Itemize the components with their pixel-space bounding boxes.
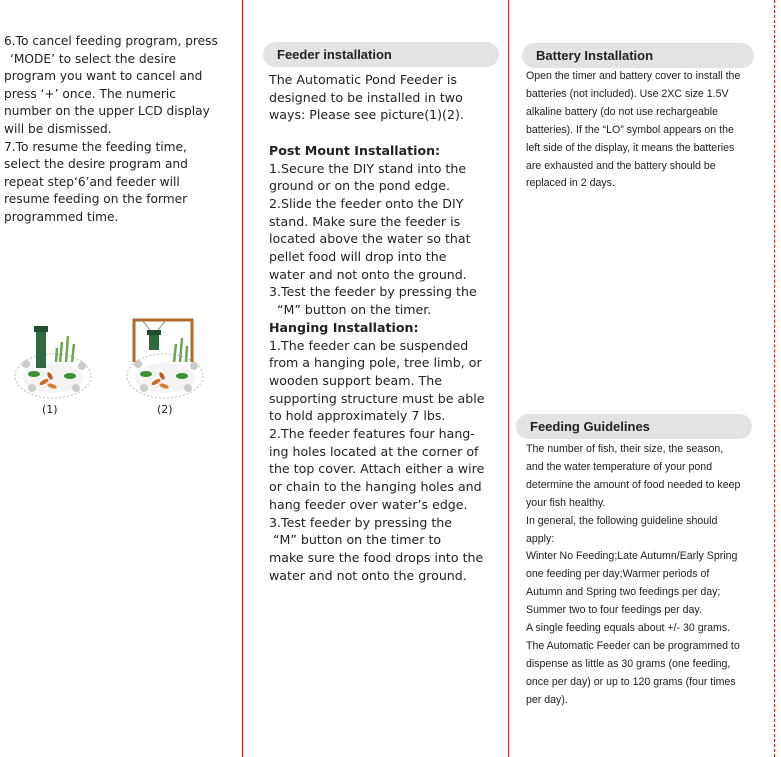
text-line: located above the water so that [269, 231, 471, 247]
text-line: left side of the display, it means the batteries [526, 141, 735, 154]
text-line: 3.Test the feeder by pressing the [269, 284, 477, 300]
text-line: 2.The feeder features four hang- [269, 426, 475, 442]
text-line: from a hanging pole, tree limb, or [269, 355, 482, 371]
text-line: program you want to cancel and [4, 69, 203, 84]
text-line: The Automatic Pond Feeder is [269, 72, 457, 87]
text-line: water and not onto the ground. [269, 567, 467, 583]
text-line: ground or on the pond edge. [269, 178, 450, 194]
text-line: resume feeding on the former [4, 192, 188, 207]
text-line: A single feeding equals about +/- 30 grams. [526, 622, 731, 635]
text-line: alkaline battery (do not use rechargeable [526, 105, 718, 118]
text-line: or chain to the hanging holes and [269, 479, 482, 495]
text-line: and the water temperature of your pond [526, 460, 713, 473]
battery-installation-header: Battery Installation [522, 43, 754, 68]
text-line: batteries). If the “LO” symbol appears on the [526, 123, 734, 136]
text-line: 3.Test feeder by pressing the [269, 514, 453, 530]
text-line: one feeding per day;Warmer periods of [526, 568, 710, 581]
hanging-heading: Hanging Installation: [269, 319, 419, 335]
text-line: ing holes located at the corner of [269, 443, 479, 459]
text-line: once per day) or up to 120 grams (four times [526, 675, 736, 688]
column-divider-middle [508, 0, 509, 757]
feeding-guidelines-text [526, 441, 766, 710]
text-line: “M” button on the timer. [277, 302, 432, 318]
text-line: 1.The feeder can be suspended [269, 337, 469, 353]
text-line: ways: Please see picture(1)(2). [269, 107, 464, 123]
text-line: replaced in 2 days. [526, 177, 615, 190]
text-line: 6.To cancel feeding program, press [4, 34, 218, 48]
text-line: determine the amount of food needed to keep [526, 478, 741, 491]
text-line: hang feeder over water’s edge. [269, 496, 468, 512]
text-line: programmed time. [4, 209, 119, 224]
text-line: the top cover. Attach either a wire [269, 461, 485, 477]
text-line: repeat step‘6’and feeder will [4, 174, 180, 189]
text-line: “M” button on the timer to [273, 532, 442, 548]
text-line: designed to be installed in two [269, 89, 463, 105]
column-3 [526, 0, 768, 757]
text-line: supporting structure must be able [269, 390, 485, 406]
feeder-installation-header: Feeder installation [263, 42, 499, 67]
text-line: dispense as little as 30 grams (one feeding, [526, 657, 731, 670]
feeder-installation-text [269, 71, 499, 584]
text-line: Open the timer and battery cover to install the [526, 70, 741, 82]
text-line: The Automatic Feeder can be programmed to [526, 639, 740, 652]
text-line: will be dismissed. [4, 121, 112, 136]
page-edge-divider [774, 0, 775, 757]
text-line: ‘MODE’ to select the desire [10, 51, 177, 66]
text-line: 1.Secure the DIY stand into the [269, 160, 467, 176]
post-mount-pond-icon [12, 322, 94, 402]
text-line: per day). [526, 693, 568, 706]
text-line: press ‘+’ once. The numeric [4, 86, 176, 101]
text-line: are exhausted and the battery should be [526, 159, 716, 172]
text-line: apply: [526, 532, 555, 545]
battery-installation-text [526, 68, 766, 193]
text-line: select the desire program and [4, 157, 188, 172]
text-line: number on the upper LCD display [4, 104, 210, 119]
feeding-guidelines-header: Feeding Guidelines [516, 414, 752, 439]
text-line: wooden support beam. The [269, 372, 442, 388]
text-line: pellet food will drop into the [269, 249, 447, 265]
text-line: In general, the following guideline should [526, 514, 718, 527]
text-line: batteries (not included). Use 2XC size 1.5V [526, 87, 729, 100]
figure-1-label: (1) [42, 403, 58, 416]
text-line: to hold approximately 7 lbs. [269, 408, 446, 424]
text-line: make sure the food drops into the [269, 549, 484, 565]
figure-2-label: (2) [157, 403, 173, 416]
text-line: Summer two to four feedings per day. [526, 604, 702, 617]
post-mount-heading: Post Mount Installation: [269, 142, 441, 158]
text-line: Autumn and Spring two feedings per day; [526, 586, 721, 599]
text-line: The number of fish, their size, the season, [526, 443, 724, 455]
text-line: Winter No Feeding;Late Autumn/Early Spring [526, 550, 738, 563]
text-line: your fish healthy. [526, 496, 606, 509]
hanging-pond-icon [124, 318, 206, 402]
column-2 [269, 0, 501, 757]
text-line: stand. Make sure the feeder is [269, 213, 461, 229]
text-line: water and not onto the ground. [269, 266, 467, 282]
column-divider-left [242, 0, 243, 757]
text-line: 2.Slide the feeder onto the DIY [269, 195, 464, 211]
cancel-resume-instructions [4, 33, 236, 227]
text-line: 7.To resume the feeding time, [4, 139, 187, 154]
